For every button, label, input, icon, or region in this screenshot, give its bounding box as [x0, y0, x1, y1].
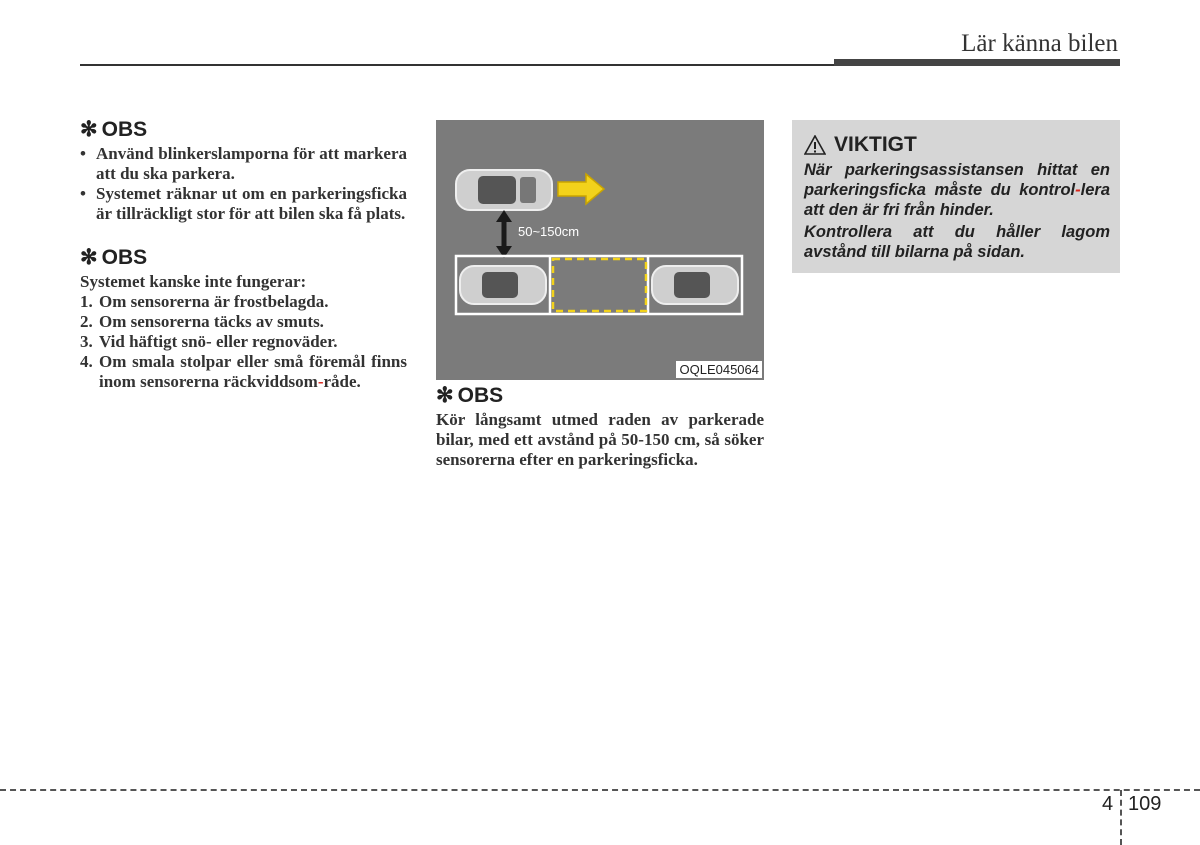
warning-paragraph-2: Kontrollera att du håller lagom avstånd till bilarna på sidan. [804, 223, 1110, 261]
header-rule-accent [834, 59, 1120, 66]
list-item: 4. Om smala stolpar eller små föremål finns inom sensorerna räckviddsom-råde. [80, 352, 407, 391]
distance-arrow-icon [496, 210, 512, 258]
list-item: 3. Vid häftigt snö- eller regnoväder. [80, 332, 338, 351]
header-rule [80, 64, 834, 66]
warning-triangle-icon [804, 135, 826, 155]
asterisk-icon: ✻ [436, 384, 454, 407]
free-parking-space [553, 259, 646, 311]
page-header-title: Lär känna bilen [961, 30, 1118, 57]
obs-heading-1: ✻ OBS [80, 118, 148, 141]
page-number: 109 [1128, 793, 1162, 815]
parked-car-icon [652, 266, 738, 304]
obs-heading-2: ✻ OBS [80, 246, 148, 269]
list-item: 1. Om sensorerna är frostbelagda. [80, 292, 329, 311]
warning-heading: VIKTIGT [804, 132, 1110, 158]
parking-diagram [436, 120, 764, 380]
asterisk-icon: ✻ [80, 246, 98, 269]
warning-box [792, 120, 1120, 273]
figure-code: OQLE045064 [676, 361, 762, 378]
obs-list-2 [80, 292, 407, 392]
asterisk-icon: ✻ [80, 118, 98, 141]
direction-arrow-icon [558, 174, 604, 204]
distance-label: 50~150cm [518, 224, 580, 239]
parked-car-icon [460, 266, 546, 304]
footer-divider [1120, 790, 1122, 845]
obs-list-1 [80, 144, 407, 224]
chapter-number: 4 [1102, 793, 1114, 815]
left-column [80, 118, 407, 392]
list-item: 2. Om sensorerna täcks av smuts. [80, 312, 324, 331]
obs-intro-2: Systemet kanske inte fungerar: [80, 272, 307, 291]
list-item: • Systemet räknar ut om en parkeringsficka är tillräckligt stor för att bilen ska få plats. [80, 184, 407, 224]
moving-car-icon [456, 170, 552, 210]
obs-heading-3: ✻ OBS [436, 384, 504, 407]
list-item: • Använd blinkerslamporna för att markera att du ska parkera. [80, 144, 407, 184]
parking-diagram-svg [436, 120, 764, 380]
warning-paragraph-1: När parkeringsassistansen hittat en parkeringsficka måste du kontrol-lera att den är fri från hinder. [804, 161, 1110, 219]
middle-column [436, 384, 764, 470]
obs-text-3: Kör långsamt utmed raden av parkerade bilar, med ett avstånd på 50-150 cm, så söker sensorerna efter en parkeringsficka. [436, 410, 764, 469]
footer-rule [0, 789, 1200, 791]
